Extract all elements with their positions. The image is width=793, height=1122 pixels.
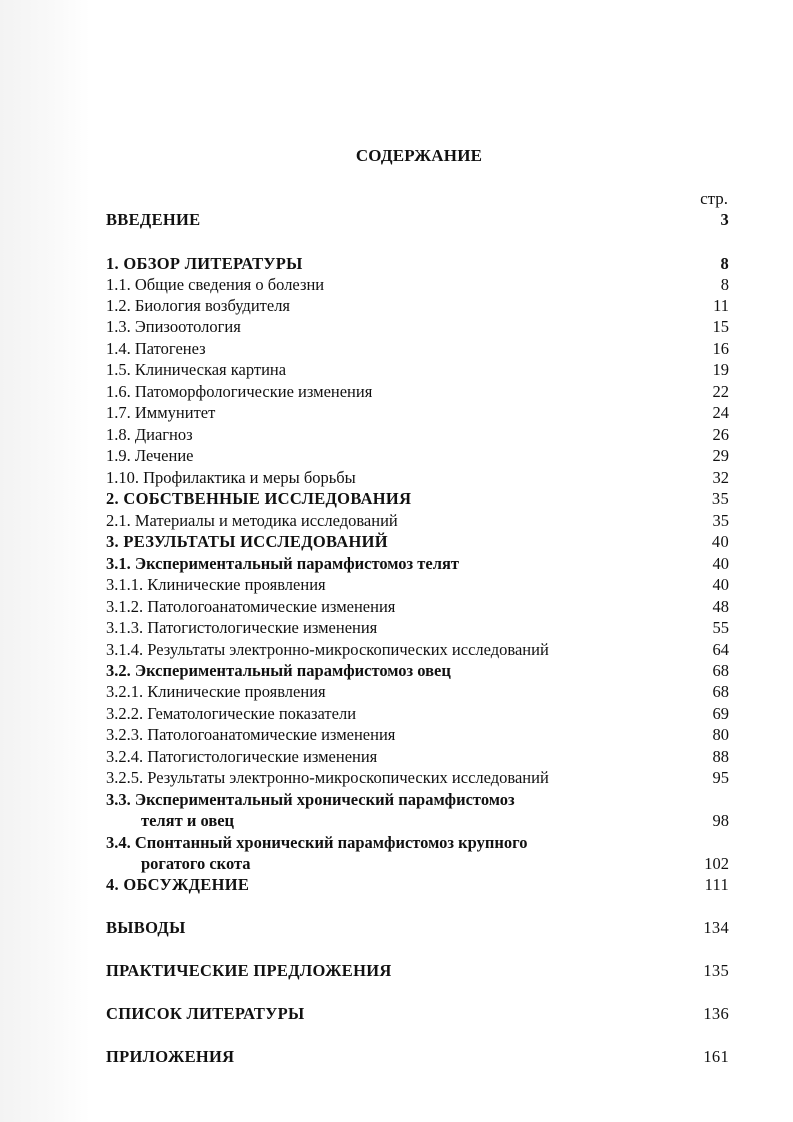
toc-entry [106,402,729,423]
toc-entry-text: 4. ОБСУЖДЕНИЕ [106,875,250,894]
toc-entry-own-research [106,488,729,509]
toc-entry [106,424,729,445]
toc-entry-text: ПРАКТИЧЕСКИЕ ПРЕДЛОЖЕНИЯ [106,961,392,980]
toc-entry [106,596,729,617]
toc-entry-page: 40 [712,575,729,594]
toc-entry-discussion [106,874,729,895]
toc-entry [106,274,729,295]
toc-entry-text: 3.2. Экспериментальный парамфистомоз овец [106,661,451,680]
toc-entry-text: телят и овец [141,811,235,830]
toc-entry-text: СПИСОК ЛИТЕРАТУРЫ [106,1004,305,1023]
toc-entry [106,316,729,337]
toc-entry-text: 1.5. Клиническая картина [106,360,287,379]
toc-entry-page: 29 [712,446,729,465]
toc-entry-page: 32 [712,468,729,487]
toc-entry-text: 3.1.1. Клинические проявления [106,575,326,594]
toc-entry-page: 88 [712,747,729,766]
toc-entry [106,467,729,488]
toc-entry-page: 134 [703,918,729,937]
toc-entry-references [106,1003,729,1024]
toc-entry [106,617,729,638]
toc-entry-appendices [106,1046,729,1067]
toc-entry-page: 40 [712,554,729,573]
toc-entry [106,724,729,745]
toc-entry-page: 80 [712,725,729,744]
toc-entry [106,746,729,767]
toc-entry-page: 161 [703,1047,729,1066]
toc-entry-text: 1.6. Патоморфологические изменения [106,382,373,401]
toc-entry-page: 68 [712,661,729,680]
toc-entry-page: 16 [712,339,729,358]
toc-entry-page: 55 [712,618,729,637]
toc-entry-practical-proposals [106,960,729,981]
toc-entry-page: 98 [712,811,729,830]
toc-entry-page: 35 [712,511,729,530]
toc-entry-page: 95 [712,768,729,787]
toc-entry-page: 135 [703,961,729,980]
toc-entry-text: 3. РЕЗУЛЬТАТЫ ИССЛЕДОВАНИЙ [106,532,388,551]
toc-entry-page: 24 [712,403,729,422]
toc-entry-results [106,531,729,552]
toc-entry-page: 68 [712,682,729,701]
toc-entry [106,767,729,788]
toc-entry-page: 40 [711,532,729,551]
toc-entry-text: рогатого скота [141,854,251,873]
toc-entry-text: 1.10. Профилактика и меры борьбы [106,468,356,487]
toc-entry-text: 3.3. Экспериментальный хронический парамфистомоз [106,790,515,809]
toc-entry-text: 3.1.2. Патологоанатомические изменения [106,597,396,616]
toc-entry-section [106,553,729,574]
toc-entry-page: 8 [720,275,729,294]
toc-entry-text: 1.4. Патогенез [106,339,206,358]
toc-entry-page: 15 [712,317,729,336]
toc-entry-page: 69 [712,704,729,723]
toc-entry-page: 8 [720,254,729,273]
toc-entry-text: 3.2.1. Клинические проявления [106,682,326,701]
toc-entry-conclusions [106,917,729,938]
toc-entry-text: ВЫВОДЫ [106,918,186,937]
toc-entry-text: 2. СОБСТВЕННЫЕ ИССЛЕДОВАНИЯ [106,489,412,508]
toc-entry-text: 1.8. Диагноз [106,425,193,444]
toc-entry-text: 3.2.3. Патологоанатомические изменения [106,725,396,744]
toc-entry-text: 1.3. Эпизоотология [106,317,241,336]
toc-entry-text: 1.1. Общие сведения о болезни [106,275,325,294]
toc-entry-text: 3.1.4. Результаты электронно-микроскопических исследований [106,640,549,659]
toc-entry-text: ВВЕДЕНИЕ [106,210,201,229]
toc-entry-text: 1.2. Биология возбудителя [106,296,291,315]
page-column-label: стр. [700,189,728,208]
toc-entry-literature-review [106,253,729,274]
toc-entry-text: 1.7. Иммунитет [106,403,216,422]
toc-entry-text: 2.1. Материалы и методика исследований [106,511,398,530]
toc-entry-text: 3.2.2. Гематологические показатели [106,704,357,723]
toc-entry-section-continued [106,853,729,874]
toc-entry-page: 111 [704,875,729,894]
toc-entry [106,703,729,724]
toc-entry-text: 3.4. Спонтанный хронический парамфистомоз крупного [106,833,528,852]
toc-entry [106,445,729,466]
toc-entry-text: 3.2.4. Патогистологические изменения [106,747,378,766]
toc-entry [106,510,729,531]
toc-entry-page: 64 [712,640,729,659]
toc-entry-text: 1. ОБЗОР ЛИТЕРАТУРЫ [106,254,303,273]
toc-entry [106,639,729,660]
toc-entry [106,359,729,380]
toc-entry-text: 3.1.3. Патогистологические изменения [106,618,378,637]
toc-entry-section [106,789,729,810]
toc-entry-section-continued [106,810,729,831]
toc-entry [106,574,729,595]
toc-entry-page: 48 [712,597,729,616]
toc-entry-page: 19 [712,360,729,379]
toc-entry-section [106,832,729,853]
toc-entry-page: 11 [713,296,729,315]
toc-entry [106,295,729,316]
toc-entry [106,681,729,702]
toc-entry-text: 3.1. Экспериментальный парамфистомоз телят [106,554,460,573]
toc-entry-page: 3 [720,210,729,229]
toc-entry-page: 102 [704,854,729,873]
toc-entry-page: 22 [712,382,729,401]
toc-entry-introduction [106,209,729,230]
toc-entry-section [106,660,729,681]
toc-entry [106,338,729,359]
toc-entry-text: 3.2.5. Результаты электронно-микроскопических исследований [106,768,549,787]
toc-entry-text: 1.9. Лечение [106,446,194,465]
toc-entry [106,381,729,402]
toc-entry-text: ПРИЛОЖЕНИЯ [106,1047,235,1066]
toc-entry-page: 136 [703,1004,729,1023]
toc-entry-page: 26 [712,425,729,444]
toc-entry-page: 35 [711,489,729,508]
page-title: СОДЕРЖАНИЕ [355,146,483,165]
